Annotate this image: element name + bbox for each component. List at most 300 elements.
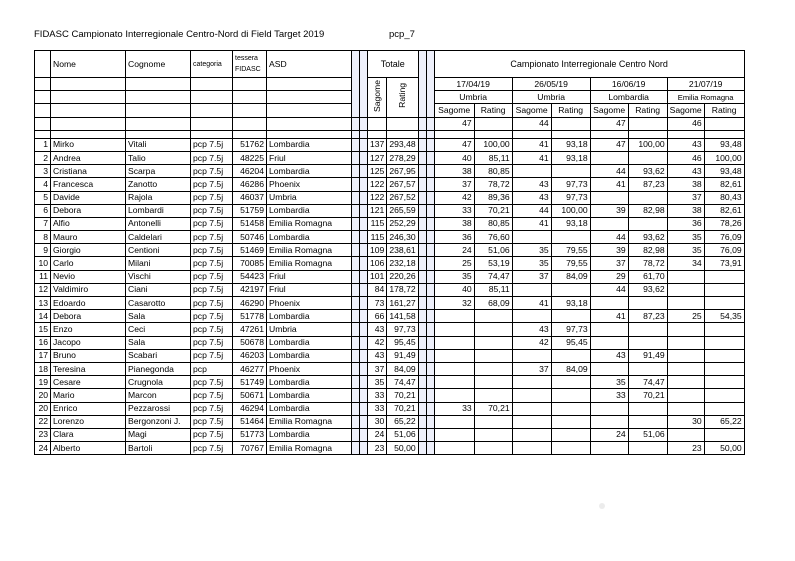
event-sagome-cell <box>667 349 704 362</box>
event-rating-label: Rating <box>551 104 590 117</box>
categoria-cell: pcp 7.5j <box>191 310 233 323</box>
asd-cell: Umbria <box>267 323 352 336</box>
event-sagome-cell: 33 <box>434 204 474 217</box>
event-sagome-label: Sagome <box>434 104 474 117</box>
tessera-cell: 51773 <box>233 428 267 441</box>
asd-cell: Phoenix <box>267 297 352 310</box>
table-row <box>35 415 745 428</box>
tessera-cell: 46286 <box>233 178 267 191</box>
event-rating-cell <box>704 376 744 389</box>
total-rating-cell: 238,61 <box>387 244 418 257</box>
event-rating-cell <box>704 389 744 402</box>
event-rating-cell: 76,60 <box>474 231 512 244</box>
categoria-cell: pcp 7.5j <box>191 376 233 389</box>
asd-cell: Lombardia <box>267 402 352 415</box>
event-sagome-cell <box>512 283 551 296</box>
event-sagome-cell: 23 <box>667 442 704 455</box>
total-rating-cell: 278,29 <box>387 151 418 164</box>
asd-cell: Friul <box>267 151 352 164</box>
tessera-cell: 46294 <box>233 402 267 415</box>
event-rating-cell: 84,09 <box>551 362 590 375</box>
col-totale: Totale <box>368 51 419 78</box>
event-rating-label: Rating <box>628 104 667 117</box>
rank-cell: 2 <box>35 151 51 164</box>
total-sagome-cell: 73 <box>368 297 387 310</box>
event-sagome-cell: 38 <box>434 217 474 230</box>
event-rating-cell <box>704 297 744 310</box>
event-sagome-cell <box>667 336 704 349</box>
total-rating-cell: 232,18 <box>387 257 418 270</box>
event-rating-cell <box>474 442 512 455</box>
rank-cell: 17 <box>35 349 51 362</box>
event-sagome-cell: 41 <box>590 178 628 191</box>
asd-cell: Lombardia <box>267 428 352 441</box>
event-rating-cell <box>474 349 512 362</box>
cognome-cell: Vischi <box>126 270 191 283</box>
event-rating-cell: 100,00 <box>474 138 512 151</box>
col-categoria: categoria <box>191 51 233 78</box>
event-place: Emilia Romagna <box>667 91 744 104</box>
event-rating-cell <box>474 310 512 323</box>
cognome-cell: Scabari <box>126 349 191 362</box>
cognome-cell: Crugnola <box>126 376 191 389</box>
event-rating-cell: 65,22 <box>704 415 744 428</box>
event-sagome-cell <box>590 191 628 204</box>
event-sagome-cell: 24 <box>590 428 628 441</box>
col-tessera: tessera FIDASC <box>233 51 267 78</box>
event-rating-cell: 93,18 <box>551 151 590 164</box>
event-rating-label: Rating <box>704 104 744 117</box>
event-rating-cell: 51,06 <box>474 244 512 257</box>
asd-cell: Phoenix <box>267 362 352 375</box>
nome-cell: Mirko <box>51 138 126 151</box>
total-sagome-cell: 24 <box>368 428 387 441</box>
event-rating-cell: 82,61 <box>704 178 744 191</box>
cognome-cell: Scarpa <box>126 165 191 178</box>
event-rating-cell <box>474 362 512 375</box>
categoria-cell: pcp 7.5j <box>191 217 233 230</box>
nome-cell: Debora <box>51 310 126 323</box>
event-sagome-cell: 35 <box>667 244 704 257</box>
asd-cell: Lombardia <box>267 165 352 178</box>
rank-cell: 18 <box>35 362 51 375</box>
event-rating-cell <box>551 415 590 428</box>
event-sagome-cell <box>667 362 704 375</box>
event-rating-cell: 97,73 <box>551 191 590 204</box>
event-sagome-cell <box>512 231 551 244</box>
event-rating-cell <box>628 336 667 349</box>
event-max: 47 <box>434 117 474 130</box>
event-rating-cell <box>628 362 667 375</box>
event-rating-cell: 97,73 <box>551 178 590 191</box>
total-sagome-cell: 23 <box>368 442 387 455</box>
event-sagome-cell: 37 <box>512 362 551 375</box>
table-row <box>35 231 745 244</box>
event-sagome-cell: 35 <box>667 231 704 244</box>
event-sagome-cell <box>667 428 704 441</box>
event-sagome-cell <box>512 165 551 178</box>
event-sagome-cell: 41 <box>512 151 551 164</box>
event-sagome-cell: 34 <box>667 257 704 270</box>
categoria-cell: pcp 7.5j <box>191 428 233 441</box>
event-rating-cell: 80,85 <box>474 217 512 230</box>
col-rating-vertical: Rating <box>387 78 418 118</box>
event-sagome-cell: 37 <box>667 191 704 204</box>
event-max: 46 <box>667 117 704 130</box>
spacer-row <box>35 130 745 138</box>
cognome-cell: Milani <box>126 257 191 270</box>
cognome-cell: Casarotto <box>126 297 191 310</box>
event-date: 17/04/19 <box>434 78 512 91</box>
event-rating-cell <box>551 231 590 244</box>
nome-cell: Francesca <box>51 178 126 191</box>
asd-cell: Lombardia <box>267 389 352 402</box>
asd-cell: Umbria <box>267 191 352 204</box>
table-row <box>35 270 745 283</box>
event-sagome-cell: 41 <box>590 310 628 323</box>
event-sagome-cell: 42 <box>434 191 474 204</box>
nome-cell: Valdimiro <box>51 283 126 296</box>
total-rating-cell: 74,47 <box>387 376 418 389</box>
total-rating-cell: 246,30 <box>387 231 418 244</box>
tessera-cell: 46277 <box>233 362 267 375</box>
event-sagome-cell: 39 <box>590 244 628 257</box>
categoria-cell: pcp 7.5j <box>191 402 233 415</box>
rank-cell: 14 <box>35 310 51 323</box>
total-sagome-cell: 30 <box>368 415 387 428</box>
event-sagome-cell: 38 <box>667 204 704 217</box>
cognome-cell: Lombardi <box>126 204 191 217</box>
event-max: 44 <box>512 117 551 130</box>
scan-dot <box>599 503 605 509</box>
table-row <box>35 442 745 455</box>
event-sagome-cell: 33 <box>434 402 474 415</box>
asd-cell: Friul <box>267 283 352 296</box>
event-rating-cell: 82,61 <box>704 204 744 217</box>
event-rating-cell: 85,11 <box>474 151 512 164</box>
event-sagome-label: Sagome <box>590 104 628 117</box>
event-sagome-cell: 38 <box>667 178 704 191</box>
table-row <box>35 310 745 323</box>
nome-cell: Andrea <box>51 151 126 164</box>
asd-cell: Lombardia <box>267 336 352 349</box>
event-rating-cell: 78,72 <box>628 257 667 270</box>
event-rating-cell: 76,09 <box>704 231 744 244</box>
event-sagome-cell <box>590 336 628 349</box>
total-rating-cell: 141,58 <box>387 310 418 323</box>
event-sagome-cell: 37 <box>590 257 628 270</box>
event-rating-cell: 73,91 <box>704 257 744 270</box>
event-rating-cell <box>551 310 590 323</box>
event-rating-cell: 93,18 <box>551 217 590 230</box>
event-sagome-cell <box>512 428 551 441</box>
event-rating-cell: 50,00 <box>704 442 744 455</box>
event-sagome-cell <box>434 389 474 402</box>
cognome-cell: Talio <box>126 151 191 164</box>
event-sagome-cell: 41 <box>512 297 551 310</box>
col-sagome-vertical: Sagome <box>368 78 387 118</box>
categoria-cell: pcp 7.5j <box>191 138 233 151</box>
nome-cell: Alfio <box>51 217 126 230</box>
event-rating-cell: 70,21 <box>628 389 667 402</box>
categoria-cell: pcp 7.5j <box>191 349 233 362</box>
table-row <box>35 217 745 230</box>
rank-cell: 7 <box>35 217 51 230</box>
event-max: 47 <box>590 117 628 130</box>
total-sagome-cell: 115 <box>368 231 387 244</box>
event-sagome-cell <box>667 402 704 415</box>
event-sagome-cell: 43 <box>667 138 704 151</box>
table-row <box>35 297 745 310</box>
event-rating-cell <box>551 283 590 296</box>
table-row <box>35 389 745 402</box>
event-rating-cell <box>474 428 512 441</box>
event-rating-cell: 76,09 <box>704 244 744 257</box>
tessera-cell: 46037 <box>233 191 267 204</box>
event-rating-cell: 68,09 <box>474 297 512 310</box>
event-rating-cell <box>474 323 512 336</box>
table-row <box>35 191 745 204</box>
table-row <box>35 376 745 389</box>
nome-cell: Debora <box>51 204 126 217</box>
total-sagome-cell: 101 <box>368 270 387 283</box>
cognome-cell: Bartoli <box>126 442 191 455</box>
col-nome: Nome <box>51 51 126 78</box>
total-sagome-cell: 106 <box>368 257 387 270</box>
categoria-cell: pcp 7.5j <box>191 165 233 178</box>
tessera-cell: 46290 <box>233 297 267 310</box>
tessera-cell: 51464 <box>233 415 267 428</box>
event-sagome-cell: 41 <box>512 138 551 151</box>
total-sagome-cell: 122 <box>368 191 387 204</box>
categoria-cell: pcp 7.5j <box>191 244 233 257</box>
tessera-cell: 51749 <box>233 376 267 389</box>
categoria-cell: pcp 7.5j <box>191 257 233 270</box>
event-sagome-cell: 25 <box>667 310 704 323</box>
total-rating-cell: 178,72 <box>387 283 418 296</box>
cognome-cell: Vitali <box>126 138 191 151</box>
event-place: Umbria <box>434 91 512 104</box>
total-sagome-cell: 115 <box>368 217 387 230</box>
event-sagome-cell: 38 <box>434 165 474 178</box>
page-title: FIDASC Campionato Interregionale Centro-Nord di Field Target 2019 <box>34 29 325 40</box>
categoria-cell: pcp 7.5j <box>191 283 233 296</box>
event-sagome-cell <box>434 323 474 336</box>
total-rating-cell: 51,06 <box>387 428 418 441</box>
col-cognome: Cognome <box>126 51 191 78</box>
event-sagome-cell <box>512 442 551 455</box>
categoria-cell: pcp 7.5j <box>191 178 233 191</box>
asd-cell: Emilia Romagna <box>267 442 352 455</box>
nome-cell: Giorgio <box>51 244 126 257</box>
event-rating-label: Rating <box>474 104 512 117</box>
event-rating-cell <box>628 402 667 415</box>
event-rating-cell <box>551 349 590 362</box>
event-sagome-cell: 35 <box>512 244 551 257</box>
event-rating-cell <box>628 323 667 336</box>
total-sagome-cell: 109 <box>368 244 387 257</box>
event-sagome-cell <box>590 297 628 310</box>
asd-cell: Emilia Romagna <box>267 257 352 270</box>
sheet-code: pcp_7 <box>389 29 415 40</box>
event-rating-cell: 87,23 <box>628 310 667 323</box>
table-row <box>35 257 745 270</box>
total-sagome-cell: 121 <box>368 204 387 217</box>
event-rating-cell: 54,35 <box>704 310 744 323</box>
rank-cell: 20 <box>35 402 51 415</box>
event-rating-cell: 70,21 <box>474 402 512 415</box>
event-sagome-cell <box>590 362 628 375</box>
rank-cell: 16 <box>35 336 51 349</box>
rank-cell: 24 <box>35 442 51 455</box>
event-sagome-label: Sagome <box>512 104 551 117</box>
asd-cell: Lombardia <box>267 376 352 389</box>
tessera-cell: 51762 <box>233 138 267 151</box>
total-rating-cell: 70,21 <box>387 389 418 402</box>
event-rating-cell <box>628 191 667 204</box>
nome-cell: Nevio <box>51 270 126 283</box>
event-rating-cell <box>704 362 744 375</box>
event-sagome-cell: 43 <box>512 178 551 191</box>
categoria-cell: pcp 7.5j <box>191 270 233 283</box>
event-sagome-cell <box>590 323 628 336</box>
event-rating-cell: 84,09 <box>551 270 590 283</box>
event-rating-cell: 93,48 <box>704 165 744 178</box>
event-sagome-cell: 46 <box>667 151 704 164</box>
event-sagome-cell <box>667 376 704 389</box>
asd-cell: Friul <box>267 270 352 283</box>
event-sagome-cell <box>590 217 628 230</box>
event-rating-cell <box>551 428 590 441</box>
asd-cell: Lombardia <box>267 204 352 217</box>
event-rating-cell: 100,00 <box>551 204 590 217</box>
nome-cell: Edoardo <box>51 297 126 310</box>
ranking-table <box>34 50 745 455</box>
total-rating-cell: 293,48 <box>387 138 418 151</box>
event-rating-cell: 93,62 <box>628 283 667 296</box>
event-rating-cell <box>628 297 667 310</box>
total-rating-cell: 267,52 <box>387 191 418 204</box>
rank-cell: 15 <box>35 323 51 336</box>
event-rating-cell: 85,11 <box>474 283 512 296</box>
nome-cell: Enzo <box>51 323 126 336</box>
total-sagome-cell: 122 <box>368 178 387 191</box>
event-sagome-cell: 40 <box>434 283 474 296</box>
event-sagome-cell: 25 <box>434 257 474 270</box>
max-row <box>35 117 745 130</box>
event-sagome-cell: 37 <box>512 270 551 283</box>
rank-cell: 11 <box>35 270 51 283</box>
total-rating-cell: 252,29 <box>387 217 418 230</box>
cognome-cell: Rajola <box>126 191 191 204</box>
event-date: 16/06/19 <box>590 78 667 91</box>
event-sagome-cell: 44 <box>512 204 551 217</box>
event-sagome-cell: 42 <box>512 336 551 349</box>
event-sagome-cell: 35 <box>512 257 551 270</box>
event-sagome-cell: 43 <box>590 349 628 362</box>
asd-cell: Emilia Romagna <box>267 217 352 230</box>
event-date: 26/05/19 <box>512 78 590 91</box>
table-row <box>35 362 745 375</box>
event-sagome-cell: 37 <box>434 178 474 191</box>
event-rating-cell: 82,98 <box>628 204 667 217</box>
categoria-cell: pcp 7.5j <box>191 323 233 336</box>
event-rating-cell: 100,00 <box>628 138 667 151</box>
event-rating-cell <box>474 376 512 389</box>
event-rating-cell <box>551 376 590 389</box>
categoria-cell: pcp 7.5j <box>191 297 233 310</box>
total-sagome-cell: 66 <box>368 310 387 323</box>
asd-cell: Emilia Romagna <box>267 415 352 428</box>
nome-cell: Mauro <box>51 231 126 244</box>
event-date: 21/07/19 <box>667 78 744 91</box>
categoria-cell: pcp 7.5j <box>191 336 233 349</box>
event-rating-cell: 70,21 <box>474 204 512 217</box>
event-sagome-cell <box>434 415 474 428</box>
table-row <box>35 402 745 415</box>
rank-cell: 6 <box>35 204 51 217</box>
table-row <box>35 151 745 164</box>
total-sagome-cell: 43 <box>368 323 387 336</box>
cognome-cell: Magi <box>126 428 191 441</box>
event-sagome-cell <box>590 415 628 428</box>
total-rating-cell: 84,09 <box>387 362 418 375</box>
event-rating-cell <box>474 336 512 349</box>
event-rating-cell: 53,19 <box>474 257 512 270</box>
table-row <box>35 323 745 336</box>
table-row <box>35 428 745 441</box>
event-rating-cell: 100,00 <box>704 151 744 164</box>
total-sagome-cell: 42 <box>368 336 387 349</box>
asd-cell: Lombardia <box>267 310 352 323</box>
rank-cell: 22 <box>35 415 51 428</box>
event-rating-cell: 95,45 <box>551 336 590 349</box>
event-sagome-cell <box>590 402 628 415</box>
total-sagome-cell: 137 <box>368 138 387 151</box>
event-sagome-cell <box>512 349 551 362</box>
nome-cell: Carlo <box>51 257 126 270</box>
event-rating-cell <box>551 402 590 415</box>
total-sagome-cell: 127 <box>368 151 387 164</box>
event-sagome-cell: 29 <box>590 270 628 283</box>
table-row <box>35 336 745 349</box>
event-rating-cell <box>628 442 667 455</box>
event-sagome-cell <box>512 415 551 428</box>
event-rating-cell <box>474 389 512 402</box>
event-sagome-cell: 35 <box>434 270 474 283</box>
event-place: Lombardia <box>590 91 667 104</box>
cognome-cell: Pianegonda <box>126 362 191 375</box>
cognome-cell: Ciani <box>126 283 191 296</box>
nome-cell: Bruno <box>51 349 126 362</box>
event-sagome-cell <box>512 402 551 415</box>
total-rating-cell: 70,21 <box>387 402 418 415</box>
event-sagome-cell <box>434 376 474 389</box>
nome-cell: Clara <box>51 428 126 441</box>
total-sagome-cell: 33 <box>368 402 387 415</box>
total-rating-cell: 161,27 <box>387 297 418 310</box>
event-rating-cell <box>704 323 744 336</box>
event-rating-cell <box>474 415 512 428</box>
total-sagome-cell: 43 <box>368 349 387 362</box>
rank-cell: 20 <box>35 389 51 402</box>
event-sagome-cell: 47 <box>590 138 628 151</box>
event-rating-cell: 93,18 <box>551 138 590 151</box>
categoria-cell: pcp 7.5j <box>191 204 233 217</box>
categoria-cell: pcp 7.5j <box>191 151 233 164</box>
tessera-cell: 46203 <box>233 349 267 362</box>
rank-cell: 4 <box>35 178 51 191</box>
